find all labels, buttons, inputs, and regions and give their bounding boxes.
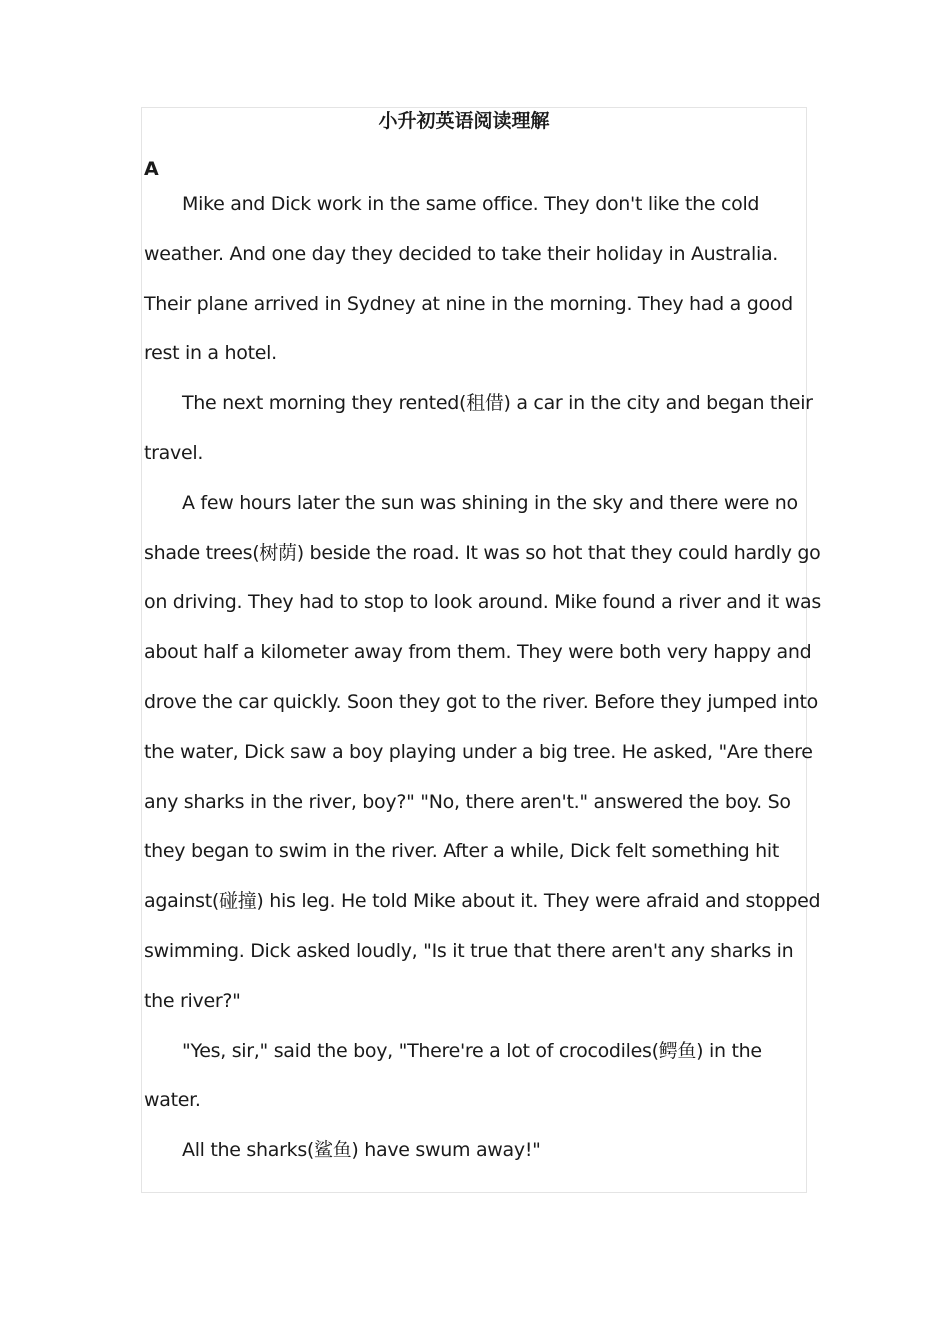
document-title: 小升初英语阅读理解 <box>378 110 550 132</box>
paragraph-text: All the sharks(鲨鱼) have swum away!" <box>182 1139 541 1162</box>
section-label: A <box>144 158 159 180</box>
paragraph-5 <box>144 1126 824 1176</box>
paragraph-text: A few hours later the sun was shining in the sky and there were no shade trees(树荫) beside the road. It was so hot that they could hardly go on driving. They had to stop to look around. Mike found a river and it was about half a kilometer away from them. They were both very happy and drove the car quickly. Soon they got to the river. Before they jumped into the water, Dick saw a boy playing under a big tree. He asked, "Are there any sharks in the river, boy?" "No, there aren't." answered the boy. So they began to swim in the river. After a while, Dick felt something hit against(碰撞) his leg. He told Mike about it. They were afraid and stopped swimming. Dick asked loudly, "Is it true that there aren't any sharks in the river?" <box>144 491 821 1012</box>
paragraph-text: Mike and Dick work in the same office. They don't like the cold weather. And one day they decided to take their holiday in Australia. Their plane arrived in Sydney at nine in the morning. They had a good rest in a hotel. <box>144 193 793 365</box>
paragraph-text: "Yes, sir," said the boy, "There're a lot of crocodiles(鳄鱼) in the water. <box>144 1039 762 1112</box>
paragraph-4 <box>144 1027 824 1127</box>
paragraph-2 <box>144 379 824 479</box>
paragraph-3 <box>144 479 824 1027</box>
paragraph-1 <box>144 180 824 379</box>
document-body <box>144 107 824 1176</box>
paragraph-text: The next morning they rented(租借) a car in the city and began their travel. <box>144 392 813 464</box>
